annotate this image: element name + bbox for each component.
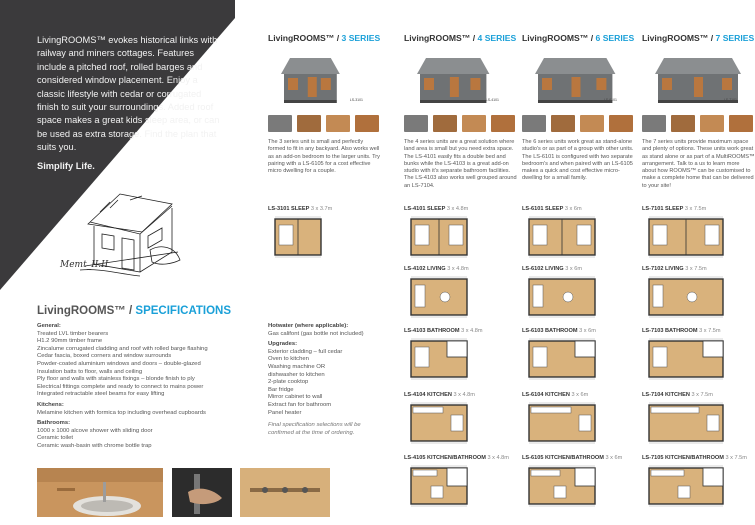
series-description: The 7 series units provide maximum space and plenty of options. These units work great as stand alone or as part of a MultiROOMS™ arrangement. Talk to a us to learn more about how ROOMS™ can be customised to make a complete home that can be delivered to your site!: [642, 139, 755, 189]
floor-plan-size: 3 x 4.8m: [487, 455, 509, 461]
floor-plan-label: [404, 328, 483, 334]
spec-item: Powder-coated aluminium windows and doors – double-glazed: [37, 360, 201, 367]
floor-plan-label: [404, 392, 475, 398]
floor-plan-name: LS-6102 LIVING: [522, 266, 566, 272]
interior-thumbnail[interactable]: [580, 115, 604, 132]
floor-plan-name: LS-6104 KITCHEN: [522, 392, 572, 398]
spec-item: Gas califont (gas bottle not included): [268, 330, 364, 337]
series-column: [522, 33, 635, 183]
floor-plan-size: 3 x 7.5m: [725, 455, 747, 461]
spec-item: dishwasher to kitchen: [268, 371, 325, 378]
floor-plan-drawing[interactable]: [409, 215, 469, 259]
cabin-model-tag: LS-3101: [349, 98, 363, 102]
floor-plan-name: LS-4102 LIVING: [404, 266, 448, 272]
floor-plan-label: [642, 206, 706, 212]
floor-plan-name: LS-6105 KITCHEN/BATHROOM: [522, 455, 606, 461]
interior-thumbnail[interactable]: [700, 115, 724, 132]
series-brand: LivingROOMS™ /: [642, 33, 716, 43]
spec-item: Oven to kitchen: [268, 356, 309, 363]
interior-thumbnail[interactable]: [433, 115, 457, 132]
series-brand: LivingROOMS™ /: [522, 33, 596, 43]
floor-plan-drawing[interactable]: [409, 275, 469, 319]
wall-hooks-photo: [240, 468, 330, 517]
spec-item: Electrical fittings complete and ready to connect to mains power: [37, 383, 204, 390]
spec-item: Cedar fascia, boxed corners and window surrounds: [37, 353, 172, 360]
floor-plan-name: LS-7104 KITCHEN: [642, 392, 692, 398]
interior-thumbnail[interactable]: [522, 115, 546, 132]
spec-item: Ceramic toilet: [37, 435, 74, 442]
floor-plan-name: LS-7105 KITCHEN/BATHROOM: [642, 455, 726, 461]
floor-plan-drawing[interactable]: [647, 401, 725, 445]
floor-plan-label: [404, 206, 468, 212]
floor-plan-drawing[interactable]: [647, 337, 725, 381]
interior-thumbnails: [522, 115, 635, 132]
floor-plan-label: [404, 455, 509, 461]
cabin-render: [642, 52, 755, 108]
floor-plan-label: [268, 206, 332, 212]
cabin-render: [404, 52, 517, 108]
interior-thumbnail[interactable]: [404, 115, 428, 132]
floor-plan-name: LS-7103 BATHROOM: [642, 328, 700, 334]
interior-thumbnail[interactable]: [642, 115, 666, 132]
specifications-left-column: [37, 320, 262, 451]
spec-note: Final specification selections will be confirmed at the time of ordering.: [268, 422, 361, 436]
series-number: 6 SERIES: [595, 33, 635, 43]
series-number: 4 SERIES: [477, 33, 517, 43]
floor-plan-size: 3 x 6m: [565, 266, 583, 272]
floor-plan-label: [642, 266, 707, 272]
spec-item: Ply floor and walls with stainless fixings – blonde finish to ply: [37, 376, 195, 383]
cabin-model-tag: LS-7101: [723, 98, 737, 102]
floor-plan-size: 3 x 4.8m: [461, 328, 483, 334]
interior-thumbnail[interactable]: [462, 115, 486, 132]
cabin-model-tag: LS-4101: [485, 98, 499, 102]
floor-plan-drawing[interactable]: [527, 337, 597, 381]
floor-plan-name: LS-7101 SLEEP: [642, 206, 685, 212]
kitchen-sink-photo: [37, 468, 163, 517]
spec-item: Melamine kitchen with formica top including overhead cupboards: [37, 409, 206, 416]
series-number: 7 SERIES: [715, 33, 755, 43]
interior-thumbnail[interactable]: [355, 115, 379, 132]
floor-plan-drawing[interactable]: [527, 215, 597, 259]
floor-plan-name: LS-4103 BATHROOM: [404, 328, 462, 334]
spec-heading-kitchens: Kitchens:: [37, 401, 64, 408]
spec-item: Ceramic wash-basin with chrome bottle trap: [37, 442, 152, 449]
floor-plan-drawing[interactable]: [527, 275, 597, 319]
spec-item: H1.2 90mm timber frame: [37, 338, 103, 345]
floor-plan-size: 3 x 4.8m: [453, 392, 475, 398]
specifications-accent: SPECIFICATIONS: [135, 305, 232, 317]
floor-plan-label: [522, 266, 582, 272]
floor-plan-size: 3 x 3.7m: [310, 206, 333, 212]
floor-plan-drawing[interactable]: [409, 337, 469, 381]
series-column: [268, 33, 381, 175]
floor-plan-drawing[interactable]: [647, 215, 725, 259]
spec-heading-general: General:: [37, 323, 61, 329]
floor-plan-size: 3 x 7.5m: [699, 328, 721, 334]
interior-thumbnail[interactable]: [671, 115, 695, 132]
floor-plan-size: 3 x 7.5m: [691, 392, 713, 398]
interior-thumbnails: [642, 115, 755, 132]
spec-heading-bathrooms: Bathrooms:: [37, 420, 71, 427]
series-brand: LivingROOMS™ /: [404, 33, 478, 43]
interior-thumbnail[interactable]: [551, 115, 575, 132]
spec-item: Panel heater: [268, 409, 302, 416]
series-title: [404, 33, 517, 43]
series-description: The 3 series unit is small and perfectly formed to fit in any backyard. Also works well as an add-on bedroom to the larger units. Try pairing with a LS-6105 for a cost effective micro dwelling for a couple.: [268, 139, 380, 175]
floor-plan-name: LS-6103 BATHROOM: [522, 328, 580, 334]
floor-plan-label: [522, 392, 588, 398]
series-title: [268, 33, 381, 43]
spec-heading-hotwater: Hotwater (where applicable):: [268, 323, 349, 329]
floor-plan-name: LS-4101 SLEEP: [404, 206, 447, 212]
cabin-model-tag: LS-6101: [603, 98, 617, 102]
floor-plan-name: LS-4104 KITCHEN: [404, 392, 454, 398]
interior-thumbnail[interactable]: [491, 115, 515, 132]
series-column: [404, 33, 517, 190]
floor-plan-size: 3 x 4.8m: [446, 206, 469, 212]
interior-thumbnails: [404, 115, 517, 132]
specifications-title: [37, 305, 231, 317]
signature: Memt_II.II: [60, 260, 109, 270]
spec-item: Bar fridge: [268, 386, 294, 393]
floor-plan-label: [522, 206, 582, 212]
floor-plan-label: [642, 392, 713, 398]
spec-item: Washing machine OR: [268, 363, 326, 370]
floor-plan-name: LS-6101 SLEEP: [522, 206, 565, 212]
specifications-brand: LivingROOMS™ /: [37, 305, 133, 317]
floor-plan-drawing[interactable]: [409, 464, 469, 508]
floor-plan-label: [522, 455, 622, 461]
intro-text-block: [37, 34, 222, 173]
floor-plan-name: LS-3101 SLEEP: [268, 206, 311, 212]
spec-heading-upgrades: Upgrades:: [268, 341, 298, 348]
floor-plan-drawing[interactable]: [647, 464, 725, 508]
spec-item: 1000 x 1000 alcove shower with sliding door: [37, 427, 153, 434]
floor-plan-size: 3 x 4.8m: [447, 266, 469, 272]
floor-plan-label: [522, 328, 596, 334]
series-brand: LivingROOMS™ /: [268, 33, 342, 43]
series-description: The 4 series units are a great solution where land area is small but you need extra space. The LS-4101 easily fits a double bed and bunks while the LS-4103 is a great add-on studio with it's separate bathroom facilities. The LS-4103 also works well grouped around an LS-7104.: [404, 139, 517, 189]
floor-plan-size: 3 x 6m: [605, 455, 623, 461]
spec-item: 2-plate cooktop: [268, 379, 309, 386]
series-description: The 6 series units work great as stand-alone studio's or as part of a group with other units. The LS-6101 is configured with two separate bedroom's and when paired with an LS-6105 makes a quick and cost effective micro-dwelling for a small family.: [522, 139, 634, 182]
spec-item: Treated LVL timber bearers: [37, 330, 109, 337]
spec-item: Mirror cabinet to wall: [268, 394, 323, 401]
intro-tagline: Simplify Life.: [37, 160, 95, 171]
specifications-right-column: [268, 320, 388, 437]
floor-plan-name: LS-7102 LIVING: [642, 266, 686, 272]
spec-item: Extract fan for bathroom: [268, 401, 332, 408]
floor-plan-drawing[interactable]: [647, 275, 725, 319]
floor-plan-name: LS-4105 KITCHEN/BATHROOM: [404, 455, 488, 461]
floor-plan-size: 3 x 6m: [571, 392, 589, 398]
series-column: [642, 33, 755, 190]
floor-plan-drawing[interactable]: [273, 215, 323, 259]
floor-plan-drawing[interactable]: [409, 401, 469, 445]
series-title: [522, 33, 635, 43]
door-handle-photo: [172, 468, 232, 517]
spec-item: Exterior cladding – full cedar: [268, 348, 343, 355]
series-title: [642, 33, 755, 43]
spec-item: Integrated retractable steel beams for easy lifting: [37, 391, 165, 398]
floor-plan-label: [642, 328, 721, 334]
floor-plan-drawing[interactable]: [527, 401, 597, 445]
interior-thumbnail[interactable]: [729, 115, 753, 132]
cabin-render: [268, 52, 381, 108]
spec-item: Insulation batts to floor, walls and ceiling: [37, 368, 143, 375]
floor-plan-drawing[interactable]: [527, 464, 597, 508]
interior-thumbnail[interactable]: [326, 115, 350, 132]
cabin-render: [522, 52, 635, 108]
interior-thumbnail[interactable]: [609, 115, 633, 132]
floor-plan-label: [642, 455, 747, 461]
floor-plan-label: [404, 266, 469, 272]
floor-plan-size: 3 x 7.5m: [685, 266, 707, 272]
floor-plan-size: 3 x 6m: [564, 206, 582, 212]
interior-thumbnail[interactable]: [297, 115, 321, 132]
intro-paragraph: LivingROOMS™ evokes historical links with railway and miners cottages. Features include a pitched roof, rolled barges and considered window placement. Enjoy a classic lifestyle with cedar or corrugated finish to suit your surroundings. Added roof space makes a great kids sleep area, or can be used as extra storage. Find the plan that suits you.: [37, 35, 220, 153]
spec-item: Zincalume corrugated cladding and roof with rolled barge flashing: [37, 345, 208, 352]
interior-thumbnails: [268, 115, 381, 132]
interior-thumbnail[interactable]: [268, 115, 292, 132]
floor-plan-size: 3 x 6m: [579, 328, 596, 334]
series-number: 3 SERIES: [341, 33, 381, 43]
floor-plan-size: 3 x 7.5m: [684, 206, 707, 212]
